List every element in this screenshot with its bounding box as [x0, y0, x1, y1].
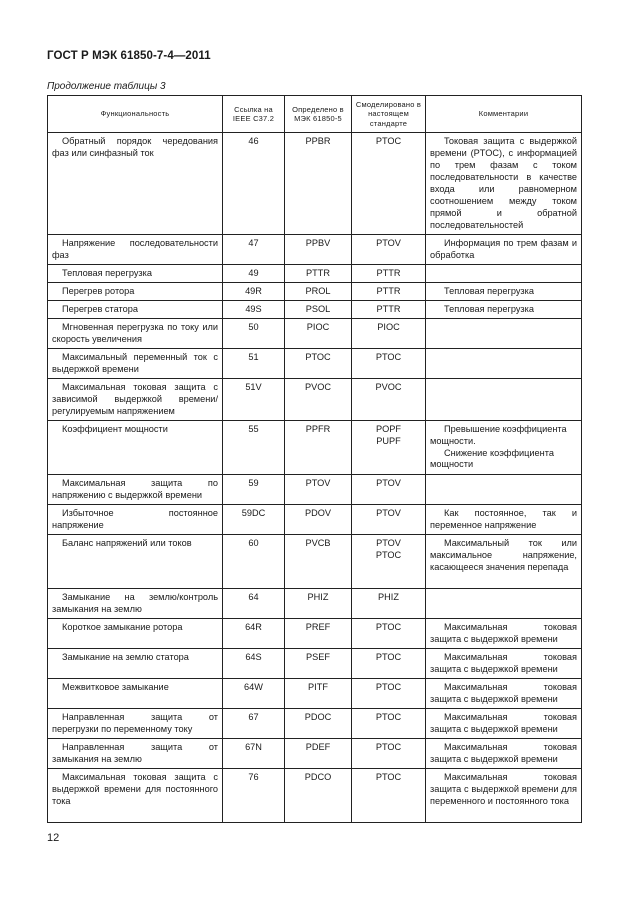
modeled-node: PTOC: [375, 136, 402, 146]
cell-iec-defined: PDEF: [285, 738, 352, 768]
header-ieee-reference: Ссылка на IEEE C37.2: [223, 96, 285, 133]
cell-modeled: [352, 348, 426, 378]
cell-functionality: Избыточное постоянное напряжение: [48, 504, 223, 534]
cell-comment: Как постоянное, так и переменное напряжение: [426, 504, 582, 534]
table-row: [48, 300, 582, 318]
modeled-node: PTTR: [376, 285, 401, 296]
cell-comment: Информация по трем фазам и обработка: [426, 234, 582, 264]
cell-ieee-reference: 59DC: [223, 504, 285, 534]
cell-ieee-reference: 47: [223, 234, 285, 264]
modeled-node: PTOV: [376, 237, 401, 248]
cell-ieee-reference: 67N: [223, 738, 285, 768]
cell-modeled: [352, 768, 426, 822]
comment-line: Снижение коэффициента мощности: [430, 447, 554, 470]
cell-iec-defined: PHIZ: [285, 588, 352, 618]
modeled-node: PTOC: [375, 351, 402, 362]
modeled-node: PTOC: [375, 741, 402, 752]
cell-ieee-reference: 49R: [223, 282, 285, 300]
cell-modeled: [352, 318, 426, 348]
comment-line: Превышение коэффициента мощности.: [430, 423, 567, 446]
cell-iec-defined: PSEF: [285, 648, 352, 678]
table-body: [48, 133, 582, 823]
cell-comment: [426, 264, 582, 282]
cell-ieee-reference: 49S: [223, 300, 285, 318]
cell-ieee-reference: 76: [223, 768, 285, 822]
modeled-node: POPF: [375, 423, 401, 434]
cell-iec-defined: PPBV: [285, 234, 352, 264]
modeled-node: PUPF: [376, 435, 401, 446]
cell-modeled: [352, 420, 426, 474]
table-row: [48, 588, 582, 618]
modeled-node: PTOC: [375, 681, 402, 692]
cell-comment: Максимальная токовая защита с выдержкой времени: [426, 618, 582, 648]
cell-comment: Токовая защита с выдержкой времени (PTOC), с информацией по трем фазам с током последовательности в качестве входа или равномерном соотношением между током прямой и обратной последовательностей: [426, 133, 582, 235]
cell-iec-defined: PIOC: [285, 318, 352, 348]
cell-iec-defined: PPBR: [285, 133, 352, 235]
cell-ieee-reference: 51: [223, 348, 285, 378]
table-row: [48, 474, 582, 504]
cell-iec-defined: PDOV: [285, 504, 352, 534]
cell-iec-defined: PVOC: [285, 378, 352, 420]
table-continuation-caption: Продолжение таблицы 3: [47, 81, 166, 92]
cell-modeled: [352, 300, 426, 318]
cell-ieee-reference: 51V: [223, 378, 285, 420]
cell-modeled: [352, 738, 426, 768]
modeled-node: PVOC: [375, 381, 402, 392]
modeled-node: PTOV: [376, 477, 401, 488]
cell-iec-defined: PDCO: [285, 768, 352, 822]
table-row: [48, 133, 582, 235]
header-comments: Комментарии: [426, 96, 582, 133]
cell-modeled: [352, 133, 426, 235]
table-row: [48, 618, 582, 648]
modeled-node: PHIZ: [378, 591, 399, 602]
cell-ieee-reference: 59: [223, 474, 285, 504]
cell-functionality: Максимальная защита по напряжению с выдержкой времени: [48, 474, 223, 504]
cell-functionality: Баланс напряжений или токов: [48, 534, 223, 588]
cell-ieee-reference: 64S: [223, 648, 285, 678]
modeled-node: PTOC: [375, 549, 402, 560]
table-row: [48, 264, 582, 282]
cell-modeled: [352, 264, 426, 282]
functions-table: [47, 95, 582, 823]
table-row: [48, 708, 582, 738]
modeled-node: PTOV: [376, 537, 401, 548]
cell-iec-defined: PSOL: [285, 300, 352, 318]
cell-modeled: [352, 678, 426, 708]
modeled-node: PTOC: [375, 711, 402, 722]
table-row: [48, 768, 582, 822]
cell-ieee-reference: 55: [223, 420, 285, 474]
cell-ieee-reference: 60: [223, 534, 285, 588]
cell-modeled: [352, 504, 426, 534]
table-row: [48, 420, 582, 474]
cell-functionality: Максимальная токовая защита с выдержкой времени для постоянного тока: [48, 768, 223, 822]
cell-iec-defined: PPFR: [285, 420, 352, 474]
cell-modeled: [352, 534, 426, 588]
cell-iec-defined: PTTR: [285, 264, 352, 282]
modeled-node: PTOC: [375, 651, 402, 662]
table-row: [48, 378, 582, 420]
header-functionality: Функциональность: [48, 96, 223, 133]
cell-iec-defined: PTOC: [285, 348, 352, 378]
cell-functionality: Максимальная токовая защита с зависимой выдержкой времени/регулируемым напряжением: [48, 378, 223, 420]
cell-functionality: Направленная защита от перегрузки по переменному току: [48, 708, 223, 738]
cell-comment: [426, 378, 582, 420]
cell-modeled: [352, 378, 426, 420]
cell-modeled: [352, 282, 426, 300]
header-iec-defined: Определено в МЭК 61850-5: [285, 96, 352, 133]
modeled-node: PTOV: [376, 507, 401, 518]
cell-comment: Тепловая перегрузка: [426, 300, 582, 318]
table-row: [48, 348, 582, 378]
table-row: [48, 678, 582, 708]
cell-comment: Тепловая перегрузка: [426, 282, 582, 300]
cell-modeled: [352, 618, 426, 648]
table-row: [48, 234, 582, 264]
modeled-node: PTTR: [376, 267, 401, 278]
table-row: [48, 504, 582, 534]
header-modeled: Смоделировано в настоящем стандарте: [352, 96, 426, 133]
modeled-node: PTOC: [375, 621, 402, 632]
cell-ieee-reference: 49: [223, 264, 285, 282]
cell-ieee-reference: 46: [223, 133, 285, 235]
cell-comment: [426, 318, 582, 348]
cell-functionality: Перегрев статора: [48, 300, 223, 318]
cell-comment: Максимальная токовая защита с выдержкой времени: [426, 708, 582, 738]
cell-functionality: Короткое замыкание ротора: [48, 618, 223, 648]
cell-iec-defined: PITF: [285, 678, 352, 708]
cell-functionality: Напряжение последовательности фаз: [48, 234, 223, 264]
cell-functionality: Обратный порядок чередования фаз или синфазный ток: [48, 133, 223, 235]
cell-functionality: Коэффициент мощности: [48, 420, 223, 474]
modeled-node: PTTR: [376, 303, 401, 314]
table-row: [48, 534, 582, 588]
page-number: 12: [47, 832, 60, 844]
cell-iec-defined: PROL: [285, 282, 352, 300]
cell-comment: [426, 588, 582, 618]
table-row: [48, 318, 582, 348]
table-row: [48, 282, 582, 300]
table-row: [48, 648, 582, 678]
cell-comment: Максимальная токовая защита с выдержкой времени для переменного и постоянного тока: [426, 768, 582, 822]
cell-comment: Максимальная токовая защита с выдержкой времени: [426, 738, 582, 768]
cell-ieee-reference: 50: [223, 318, 285, 348]
modeled-node: PTOC: [375, 771, 402, 782]
cell-iec-defined: PVCB: [285, 534, 352, 588]
cell-functionality: Перегрев ротора: [48, 282, 223, 300]
cell-functionality: Направленная защита от замыкания на землю: [48, 738, 223, 768]
cell-iec-defined: PTOV: [285, 474, 352, 504]
cell-functionality: Межвитковое замыкание: [48, 678, 223, 708]
table-row: [48, 738, 582, 768]
cell-modeled: [352, 474, 426, 504]
cell-iec-defined: PDOC: [285, 708, 352, 738]
cell-iec-defined: PREF: [285, 618, 352, 648]
cell-modeled: [352, 588, 426, 618]
document-title: ГОСТ Р МЭК 61850-7-4—2011: [47, 50, 211, 62]
table-header-row: [48, 96, 582, 133]
cell-comment: [426, 420, 582, 474]
cell-functionality: Замыкание на землю/контроль замыкания на землю: [48, 588, 223, 618]
cell-modeled: [352, 708, 426, 738]
cell-comment: Максимальный ток или максимальное напряжение, касающееся значения перепада: [426, 534, 582, 588]
cell-ieee-reference: 64R: [223, 618, 285, 648]
cell-comment: Максимальная токовая защита с выдержкой времени: [426, 648, 582, 678]
cell-comment: [426, 474, 582, 504]
cell-comment: [426, 348, 582, 378]
cell-ieee-reference: 67: [223, 708, 285, 738]
cell-modeled: [352, 234, 426, 264]
cell-ieee-reference: 64: [223, 588, 285, 618]
modeled-node: PIOC: [377, 321, 400, 332]
cell-functionality: Тепловая перегрузка: [48, 264, 223, 282]
cell-ieee-reference: 64W: [223, 678, 285, 708]
cell-functionality: Мгновенная перегрузка по току или скорость увеличения: [48, 318, 223, 348]
cell-functionality: Замыкание на землю статора: [48, 648, 223, 678]
cell-comment: Максимальная токовая защита с выдержкой времени: [426, 678, 582, 708]
cell-modeled: [352, 648, 426, 678]
cell-functionality: Максимальный переменный ток с выдержкой времени: [48, 348, 223, 378]
